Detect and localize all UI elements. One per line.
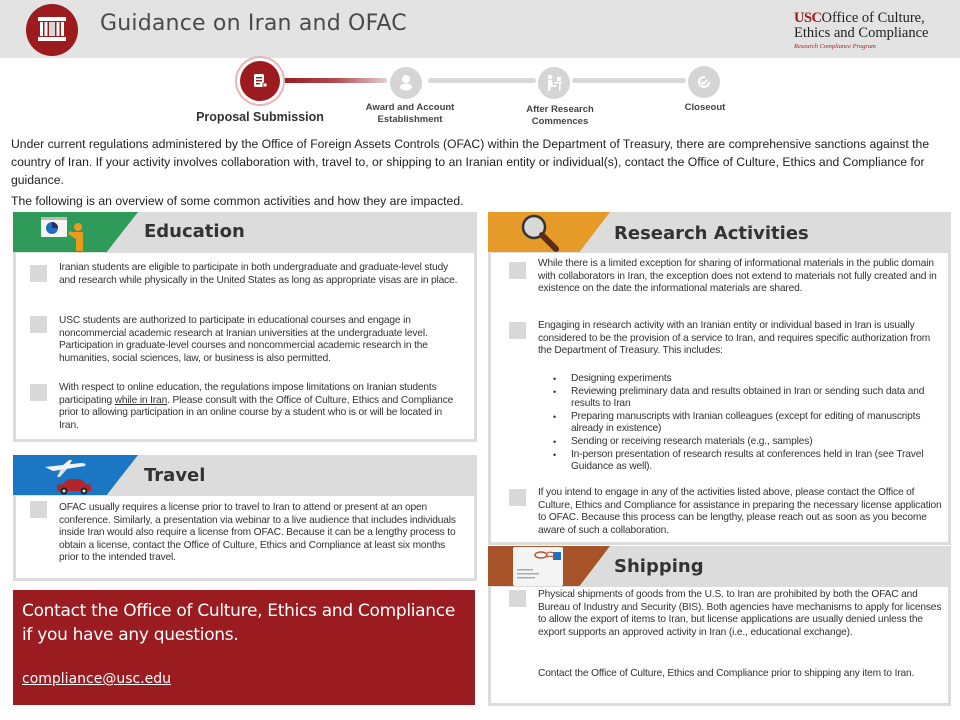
online-text-after: . Please consult with the Office of Culture, Ethics and Compliance prior to allowing participation in an online course by a student who is or will be located in Iran.: [59, 394, 454, 431]
coins-icon: [398, 74, 414, 92]
bullet-item: • Preparing manuscripts with Iranian colleagues (except for editing of manuscripts already in existence): [541, 411, 931, 436]
step-label: After Research Commences: [526, 104, 594, 127]
education-item: USC students are authorized to participate in educational courses and engage in noncommercial academic research at Iranian universities at the undergraduate level. Participation in graduate-level courses and noncommercial academic research in the humanities, social sciences, law, or business is also permitted.: [59, 315, 428, 364]
section-travel: [13, 455, 477, 581]
travel-item: OFAC usually requires a license prior to travel to Iran to attend or present at an open conference. Similarly, a presentation via webinar to a live audience that includes individuals inside Iran would also require a license from OFAC. Because it can be a lengthy process to obtain a license, contact the Office of Culture, Ethics and Compliance at least six months prior to the intended travel.: [59, 502, 456, 564]
step-label: Award and Account Establishment: [365, 102, 455, 125]
section-body: [491, 253, 948, 542]
section-color-band: [13, 455, 138, 495]
online-text-underlined: while in Iran: [114, 394, 168, 406]
brand-line2: Ethics and Compliance: [794, 25, 929, 41]
section-body: [16, 496, 474, 578]
section-header: [488, 546, 951, 586]
section-color-band: [488, 546, 610, 586]
bullet-item: • In-person presentation of research results at conferences held in Iran (see Travel Guidance as well).: [541, 449, 931, 474]
step-after-research[interactable]: [538, 67, 570, 99]
envelope-icon: [513, 547, 565, 586]
checkbox[interactable]: [30, 501, 47, 518]
document-icon: [252, 73, 268, 89]
section-title: Shipping: [614, 556, 704, 577]
step-connector: [283, 78, 387, 83]
checkbox[interactable]: [509, 262, 526, 279]
section-title: Research Activities: [614, 223, 809, 244]
checkbox[interactable]: [509, 322, 526, 339]
section-color-band: [488, 212, 610, 252]
research-bullet-list: [541, 373, 931, 474]
check-cycle-icon: [696, 74, 712, 90]
checkbox[interactable]: [509, 489, 526, 506]
online-text-before: With respect to online education, the regulations impose limitations on Iranian students participating: [59, 382, 437, 406]
section-header: [488, 212, 951, 252]
brand-subtitle: Research Compliance Program: [794, 43, 876, 50]
step-proposal-submission[interactable]: [240, 61, 280, 101]
education-item: Iranian students are eligible to participate in both undergraduate and graduate-level study and research while physically in the United States as long as appropriate visas are in place.: [59, 262, 458, 286]
research-item: If you intend to engage in any of the activities listed above, please contact the Office of Culture, Ethics and Compliance for assistance in preparing the necessary license application to OFAC. Because this process can be lengthy, please reach out as soon as you become aware of such a collaboration.: [538, 487, 942, 536]
checkbox[interactable]: [30, 316, 47, 333]
step-closeout[interactable]: [688, 66, 720, 98]
step-award-account[interactable]: [390, 67, 422, 99]
contact-box: [13, 590, 475, 705]
shipping-item: Physical shipments of goods from the U.S. to Iran are prohibited by both the OFAC and Bureau of Industry and Security (BIS). Both agencies have mechanisms to apply for licenses to allow the export of items to Iran, but license applications are usually denied unless the export supports an approved activity in Iran (i.e., educational exchange).: [538, 589, 942, 638]
presentation-icon: [41, 215, 91, 251]
research-item: Engaging in research activity with an Iranian entity or individual based in Iran is usually considered to be the provision of a service to Iran, and requires specific authorization from the Department of Treasury. This includes:: [538, 320, 931, 357]
airplane-car-icon: [43, 457, 97, 495]
step-label: Proposal Submission: [196, 110, 324, 124]
process-stepper: [0, 58, 960, 130]
brand-line1: Office of Culture,: [821, 10, 925, 26]
shipping-item: Contact the Office of Culture, Ethics and Compliance prior to shipping any item to Iran.: [538, 668, 915, 679]
overview-text: The following is an overview of some common activities and how they are impacted.: [11, 194, 464, 208]
bullet-item: • Sending or receiving research materials (e.g., samples): [541, 436, 931, 449]
step-connector: [428, 78, 536, 83]
header-bar: [0, 0, 960, 58]
brand-logo: [794, 11, 954, 51]
research-item: While there is a limited exception for sharing of informational materials in the public domain with collaborators in Iran, the exception does not extend to materials not fully created and in existence on the date the informational materials are shared.: [538, 258, 937, 295]
section-body: [16, 253, 474, 439]
section-education: [13, 212, 477, 442]
section-color-band: [13, 212, 138, 252]
page-title: Guidance on Iran and OFAC: [100, 11, 407, 36]
section-header: [13, 455, 477, 495]
contact-email-link[interactable]: compliance@usc.edu: [22, 671, 172, 687]
step-label: Closeout: [684, 102, 726, 113]
checkbox[interactable]: [509, 590, 526, 607]
brand-usc: USC: [794, 10, 822, 26]
section-body: [491, 587, 948, 703]
building-columns-icon: [26, 4, 78, 56]
checkbox[interactable]: [30, 384, 47, 401]
section-title: Travel: [144, 465, 206, 486]
education-item: [59, 382, 464, 432]
section-title: Education: [144, 221, 245, 242]
step-connector: [572, 78, 686, 83]
researcher-icon: [545, 74, 563, 92]
intro-paragraph: Under current regulations administered by the Office of Foreign Assets Controls (OFAC) within the Department of Treasury, there are comprehensive sanctions against the country of Iran. If your activity involves collaboration with, travel to, or shipping to an Iranian entity or individual(s), contact the Office of Culture, Ethics and Compliance for guidance.: [11, 137, 930, 187]
section-shipping: [488, 546, 951, 706]
magnifier-icon: [520, 213, 560, 252]
bullet-item: • Designing experiments: [541, 373, 931, 386]
section-header: [13, 212, 477, 252]
contact-message: Contact the Office of Culture, Ethics and Compliance if you have any questions.: [22, 601, 455, 645]
section-research: [488, 212, 951, 545]
bullet-item: • Reviewing preliminary data and results obtained in Iran or sending such data and results to Iran: [541, 386, 931, 411]
checkbox[interactable]: [30, 265, 47, 282]
